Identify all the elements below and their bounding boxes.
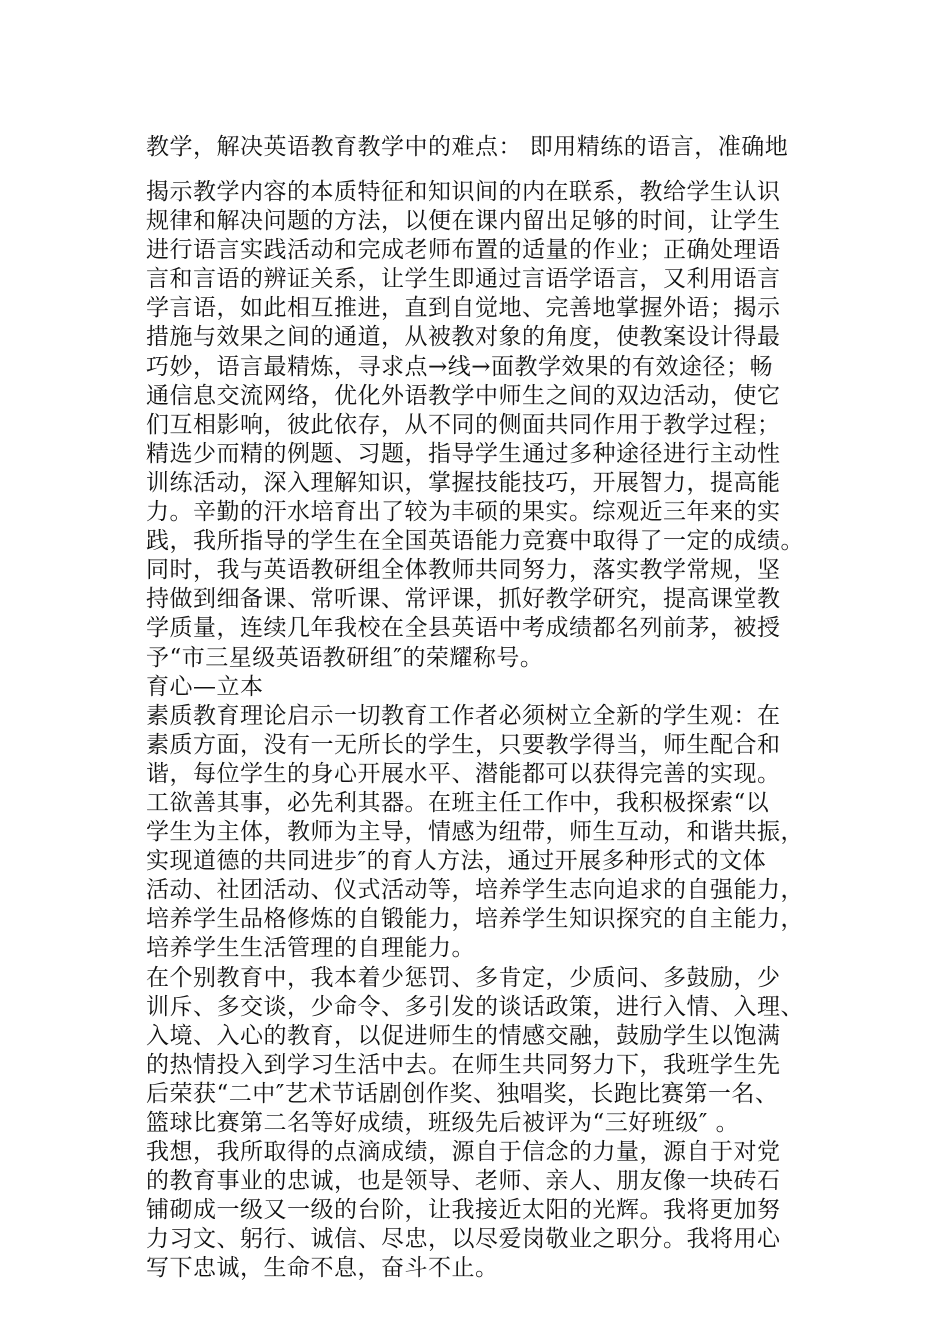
text-line: 持做到细备课、常听课、常评课，抓好教学研究，提高课堂教 [146,586,781,613]
text-line: 写下忠诚，生命不息，奋斗不止。 [146,1255,499,1282]
text-line: 篮球比赛第二名等好成绩，班级先后被评为“三好班级″ 。 [146,1110,740,1136]
text-line: 通信息交流网络，优化外语教学中师生之间的双边活动，使它 [146,382,781,409]
text-line: 训练活动，深入理解知识，掌握技能技巧，开展智力，提高能 [146,469,781,496]
text-line: 言和言语的辨证关系，让学生即通过言语学语言，又利用语言 [146,266,781,293]
text-line: 力。辛勤的汗水培育出了较为丰硕的果实。综观近三年来的实 [146,499,781,526]
text-line: 揭示教学内容的本质特征和知识间的内在联系，教给学生认识 [146,179,781,205]
text-line: 工欲善其事，必先利其器。在班主任工作中，我积极探索“以 [146,789,770,816]
text-line: 的热情投入到学习生活中去。在师生共同努力下，我班学生先 [146,1051,781,1078]
text-line: 素质方面，没有一无所长的学生，只要教学得当，师生配合和 [146,731,781,758]
document-first-line: 教学，解决英语教育教学中的难点： 即用精练的语言，准确地 [146,134,789,160]
text-line: 进行语言实践活动和完成老师布置的适量的作业；正确处理语 [146,237,781,264]
section-heading: 育心—立本 [146,673,264,700]
text-line: 活动、社团活动、仪式活动等，培养学生志向追求的自强能力， [146,877,804,904]
text-line: 培养学生品格修炼的自锻能力，培养学生知识探究的自主能力， [146,906,804,933]
text-line: 后荣获“二中″艺术节话剧创作奖、独唱奖，长跑比赛第一名、 [146,1080,779,1107]
text-line: 素质教育理论启示一切教育工作者必须树立全新的学生观：在 [146,702,781,729]
text-line: 学质量，连续几年我校在全县英语中考成绩都名列前茅，被授 [146,615,781,642]
text-line: 在个别教育中，我本着少惩罚、多肯定，少质问、多鼓励，少 [146,964,781,991]
text-line: 践，我所指导的学生在全国英语能力竞赛中取得了一定的成绩。 [146,528,804,555]
text-line: 规律和解决问题的方法，以便在课内留出足够的时间，让学生 [146,208,781,235]
text-line: 的教育事业的忠诚，也是领导、老师、亲人、朋友像一块砖石 [146,1168,781,1195]
text-line: 铺砌成一级又一级的台阶，让我接近太阳的光辉。我将更加努 [146,1197,781,1224]
text-line: 实现道德的共同进步″的育人方法，通过开展多种形式的文体 [146,848,767,875]
document-body [146,178,826,1284]
text-line: 巧妙，语言最精炼，寻求点→线→面教学效果的有效途径；畅 [146,353,774,380]
text-line: 培养学生生活管理的自理能力。 [146,935,475,962]
text-line: 们互相影响，彼此依存，从不同的侧面共同作用于教学过程； [146,411,781,438]
text-line: 力习文、躬行、诚信、尽忠，以尽爱岗敬业之职分。我将用心 [146,1226,781,1253]
text-line: 学言语，如此相互推进，直到自觉地、完善地掌握外语；揭示 [146,295,781,322]
text-line: 入境、入心的教育，以促进师生的情感交融，鼓励学生以饱满 [146,1022,781,1049]
text-line: 措施与效果之间的通道，从被教对象的角度，使教案设计得最 [146,324,781,351]
text-line: 谐，每位学生的身心开展水平、潜能都可以获得完善的实现。 [146,760,781,787]
text-line: 精选少而精的例题、习题，指导学生通过多种途径进行主动性 [146,440,781,467]
text-line: 予“市三星级英语教研组″的荣耀称号。 [146,644,544,671]
text-line: 同时，我与英语教研组全体教师共同努力，落实教学常规，坚 [146,557,781,584]
text-line: 我想，我所取得的点滴成绩，源自于信念的力量，源自于对党 [146,1139,781,1166]
text-line: 学生为主体，教师为主导，情感为纽带，师生互动，和谐共振， [146,819,804,846]
text-line: 训斥、多交谈，少命令、多引发的谈话政策，进行入情、入理、 [146,993,804,1020]
